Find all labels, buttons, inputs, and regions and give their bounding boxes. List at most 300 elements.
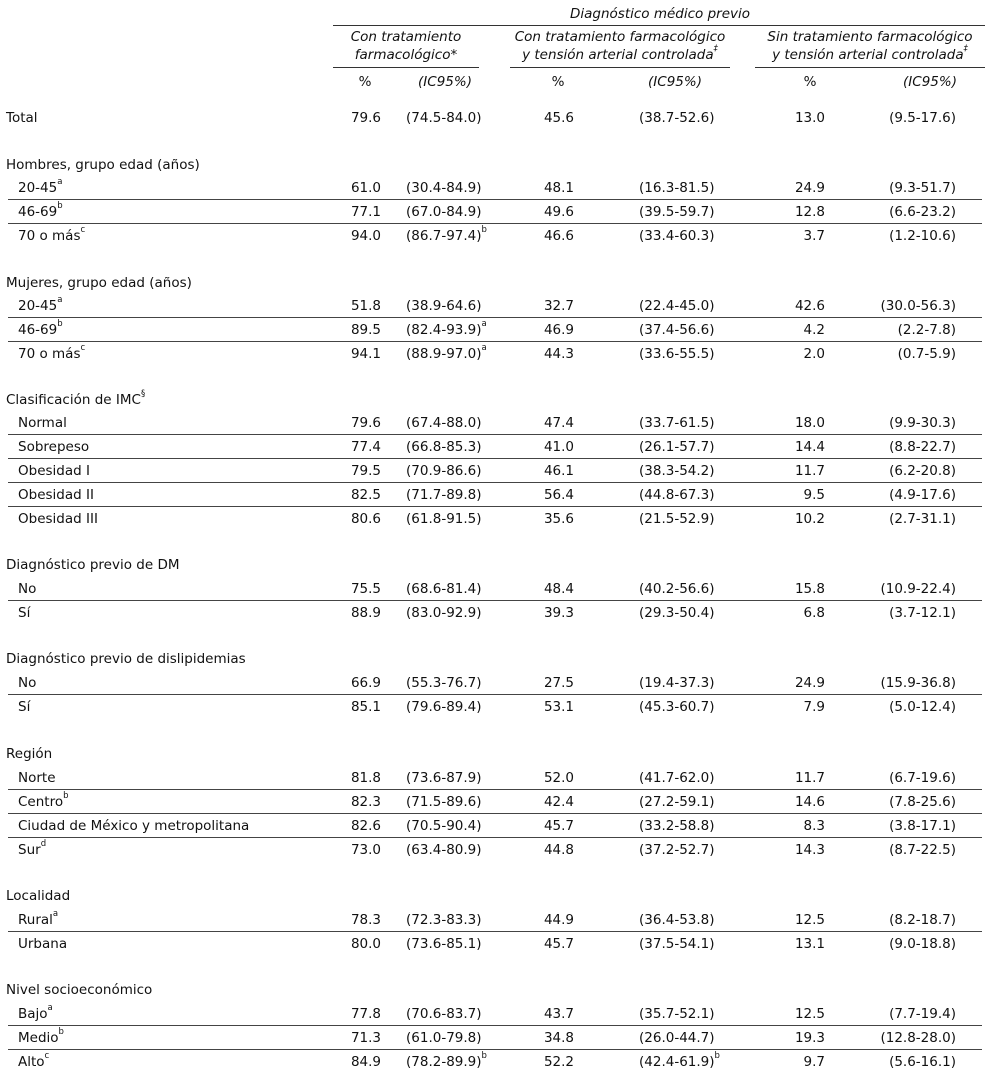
col3-ci <box>889 204 956 220</box>
col1-pct <box>351 699 381 715</box>
col1-ci <box>406 818 482 834</box>
col3-ci-text: (7.8-25.6) <box>889 794 956 810</box>
col2-pct-text: 42.4 <box>543 794 574 810</box>
col3-ci-text: (12.8-28.0) <box>880 1030 956 1046</box>
col3-ci <box>889 415 956 431</box>
col2-ci <box>639 511 715 527</box>
row-label-text: Obesidad III <box>18 511 98 527</box>
row-label-footnote: a <box>57 177 63 187</box>
col2-pct-text: 44.3 <box>543 346 574 362</box>
col2-pct <box>544 463 574 479</box>
col2-title-text: y tensión arterial controlada <box>522 47 714 63</box>
col3-mark: ‡ <box>963 44 968 54</box>
col1-rule <box>333 67 479 68</box>
col3-ci <box>889 1006 956 1022</box>
col3-ci-text: (9.3-51.7) <box>889 180 956 196</box>
col3-ci <box>889 912 956 928</box>
col1-pct-text: 79.6 <box>350 110 381 126</box>
col3-ci <box>880 675 956 691</box>
col2-ci-text: (33.6-55.5) <box>639 346 715 362</box>
row-label <box>18 1003 53 1022</box>
col2-ci <box>639 463 715 479</box>
col2-pct <box>544 770 574 786</box>
col1-ci <box>406 842 482 858</box>
col3-pct <box>795 180 825 196</box>
col3-ci-text: (8.8-22.7) <box>889 439 956 455</box>
col1-pct-text: 82.5 <box>350 487 381 503</box>
col3-pct <box>795 770 825 786</box>
col2-pct <box>544 818 574 834</box>
row-label <box>18 439 89 455</box>
row-label-text: Alto <box>18 1054 45 1070</box>
col3-pct <box>795 511 825 527</box>
col2-pct-text: 34.8 <box>543 1030 574 1046</box>
col2-ci-text: (36.4-53.8) <box>639 912 715 928</box>
row-label-footnote: b <box>57 201 63 211</box>
col3-pct-text: 4.2 <box>803 322 825 338</box>
col3-pct <box>795 463 825 479</box>
col2-pct <box>544 581 574 597</box>
row-label <box>18 791 69 810</box>
row-label-footnote: a <box>47 1003 53 1013</box>
col1-pct <box>351 322 381 338</box>
col2-pct-text: 47.4 <box>543 415 574 431</box>
col1-ci-text: (79.6-89.4) <box>406 699 482 715</box>
col2-ci-text: (37.2-52.7) <box>639 842 715 858</box>
col2-ci-footnote: b <box>714 1051 720 1061</box>
col2-pct <box>544 842 574 858</box>
col2-ci <box>639 675 715 691</box>
col2-ci-text: (38.3-54.2) <box>639 463 715 479</box>
row-divider <box>8 199 982 200</box>
row-label <box>18 909 59 928</box>
col1-ci <box>406 110 482 126</box>
col1-ci-text: (86.7-97.4) <box>406 228 482 244</box>
col3-title-line1: Sin tratamiento farmacológico <box>767 29 973 45</box>
col1-ci <box>406 912 482 928</box>
row-divider <box>8 223 982 224</box>
col2-ci <box>639 770 715 786</box>
col1-pct-text: 79.6 <box>350 415 381 431</box>
col3-ci-text: (3.8-17.1) <box>889 818 956 834</box>
col3-pct <box>795 415 825 431</box>
row-label <box>6 651 246 667</box>
col2-ci-text: (33.2-58.8) <box>639 818 715 834</box>
row-label-text: Normal <box>18 415 67 431</box>
col2-ci-text: (33.7-61.5) <box>639 415 715 431</box>
col1-pct <box>351 1030 381 1046</box>
col1-ci <box>406 1006 482 1022</box>
col3-pct <box>804 228 825 244</box>
col2-pct <box>544 912 574 928</box>
row-label-text: Localidad <box>6 888 71 904</box>
row-divider <box>8 837 982 838</box>
col2-pct-text: 52.0 <box>543 770 574 786</box>
col2-pct-text: 44.9 <box>543 912 574 928</box>
col2-pct <box>544 1030 574 1046</box>
col3-ci <box>880 1030 956 1046</box>
col2-rule <box>510 67 730 68</box>
col1-pct <box>351 228 381 244</box>
row-divider <box>8 341 982 342</box>
col1-pct-text: 71.3 <box>350 1030 381 1046</box>
row-label-text: Mujeres, grupo edad (años) <box>6 275 192 291</box>
col2-pct-text: 53.1 <box>543 699 574 715</box>
col1-ci-text: (70.6-83.7) <box>406 1006 482 1022</box>
col2-pct <box>544 439 574 455</box>
col2-pct <box>544 699 574 715</box>
row-label-footnote: c <box>44 1051 50 1061</box>
row-label <box>18 839 47 858</box>
col2-ci-text: (39.5-59.7) <box>639 204 715 220</box>
col3-pct-text: 12.8 <box>794 204 825 220</box>
row-label <box>18 487 94 503</box>
col3-ci-text: (2.7-31.1) <box>889 511 956 527</box>
col2-ci-text: (37.5-54.1) <box>639 936 715 952</box>
row-divider <box>8 482 982 483</box>
col3-pct <box>804 1054 825 1070</box>
row-label-text: Sur <box>18 842 41 858</box>
col2-pct-header: % <box>551 74 565 90</box>
row-label <box>6 557 179 573</box>
col3-ci-text: (6.2-20.8) <box>889 463 956 479</box>
col1-pct-text: 81.8 <box>350 770 381 786</box>
col2-pct-text: 45.7 <box>543 818 574 834</box>
col3-ci <box>880 298 956 314</box>
row-label <box>6 157 200 173</box>
col3-pct-text: 2.0 <box>803 346 825 362</box>
col1-ci <box>406 605 482 621</box>
row-label-text: Obesidad II <box>18 487 94 503</box>
row-label-text: Sí <box>18 699 31 715</box>
col1-pct <box>351 912 381 928</box>
col1-pct <box>351 581 381 597</box>
col1-pct <box>351 675 381 691</box>
col2-ci <box>639 110 715 126</box>
row-label <box>18 1027 64 1046</box>
col3-pct-text: 14.4 <box>794 439 825 455</box>
col3-ci <box>889 770 956 786</box>
col1-ci <box>406 699 482 715</box>
col3-ci-text: (0.7-5.9) <box>897 346 956 362</box>
col2-pct <box>544 936 574 952</box>
col3-pct <box>795 675 825 691</box>
col3-pct <box>795 298 825 314</box>
col1-ci-footnote: a <box>481 319 487 329</box>
col3-pct <box>795 794 825 810</box>
row-label-text: Diagnóstico previo de DM <box>6 557 180 573</box>
col2-ci <box>639 818 715 834</box>
col1-ci-footnote: b <box>481 225 487 235</box>
col3-pct-text: 11.7 <box>794 770 825 786</box>
col2-ci-text: (19.4-37.3) <box>639 675 715 691</box>
col2-pct-text: 46.1 <box>543 463 574 479</box>
col3-ci-text: (8.2-18.7) <box>889 912 956 928</box>
row-label-text: No <box>18 581 37 597</box>
col3-ci-text: (7.7-19.4) <box>889 1006 956 1022</box>
col1-title-line2 <box>333 47 479 63</box>
col3-pct <box>795 1030 825 1046</box>
col1-pct-text: 84.9 <box>350 1054 381 1070</box>
col3-pct-text: 24.9 <box>794 675 825 691</box>
row-label <box>6 746 52 762</box>
col3-ci-text: (9.5-17.6) <box>889 110 956 126</box>
row-label <box>18 295 63 314</box>
col2-ci <box>639 1051 720 1070</box>
row-label <box>18 201 63 220</box>
col1-pct <box>351 794 381 810</box>
col3-pct-text: 11.7 <box>794 463 825 479</box>
col2-ci <box>639 228 715 244</box>
col3-ci <box>889 110 956 126</box>
col1-ci <box>406 936 482 952</box>
col2-ci-text: (41.7-62.0) <box>639 770 715 786</box>
row-label-text: Obesidad I <box>18 463 90 479</box>
col3-pct-text: 10.2 <box>794 511 825 527</box>
col1-ci-text: (82.4-93.9) <box>406 322 482 338</box>
col1-pct <box>351 818 381 834</box>
col2-ci-header: (IC95%) <box>648 74 702 90</box>
col2-ci-text: (38.7-52.6) <box>639 110 715 126</box>
col1-ci <box>406 343 487 362</box>
col2-ci <box>639 794 715 810</box>
col2-title-line2 <box>510 44 730 63</box>
col3-pct-text: 15.8 <box>794 581 825 597</box>
col3-ci <box>889 511 956 527</box>
col2-ci-text: (29.3-50.4) <box>639 605 715 621</box>
row-label <box>18 319 63 338</box>
col2-mark: ‡ <box>713 44 718 54</box>
col3-ci <box>889 936 956 952</box>
col2-pct-text: 32.7 <box>543 298 574 314</box>
col2-pct-text: 56.4 <box>543 487 574 503</box>
row-label-text: Norte <box>18 770 56 786</box>
col2-pct <box>544 511 574 527</box>
row-label-text: Bajo <box>18 1006 48 1022</box>
col3-ci <box>889 605 956 621</box>
col1-pct-text: 82.3 <box>350 794 381 810</box>
row-label-footnote: a <box>52 909 59 919</box>
row-label <box>18 936 67 952</box>
col3-pct-text: 19.3 <box>794 1030 825 1046</box>
col2-pct-text: 43.7 <box>543 1006 574 1022</box>
col2-ci-text: (16.3-81.5) <box>639 180 715 196</box>
row-label-text: Medio <box>18 1030 59 1046</box>
col2-ci <box>639 487 715 503</box>
col1-pct <box>351 842 381 858</box>
row-label-text: Diagnóstico previo de dislipidemias <box>6 651 246 667</box>
row-label-footnote: c <box>80 225 86 235</box>
col3-pct-text: 14.3 <box>794 842 825 858</box>
col3-pct <box>804 818 825 834</box>
col2-pct <box>544 204 574 220</box>
col1-pct-text: 94.1 <box>350 346 381 362</box>
group-title: Diagnóstico médico previo <box>569 6 751 22</box>
col1-ci-header: (IC95%) <box>418 74 472 90</box>
col3-ci-text: (5.6-16.1) <box>889 1054 956 1070</box>
row-label-text: Nivel socioeconómico <box>6 982 153 998</box>
row-label-footnote: b <box>63 791 69 801</box>
col3-pct-header: % <box>803 74 817 90</box>
col3-pct <box>804 699 825 715</box>
row-label-text: Total <box>6 110 38 126</box>
col1-pct-text: 75.5 <box>350 581 381 597</box>
col3-pct <box>795 1006 825 1022</box>
col3-ci <box>889 180 956 196</box>
col1-ci <box>406 319 487 338</box>
col2-pct-text: 46.6 <box>543 228 574 244</box>
col2-ci <box>639 581 715 597</box>
row-divider <box>8 458 982 459</box>
col3-ci <box>889 842 956 858</box>
col2-pct-text: 52.2 <box>543 1054 574 1070</box>
col2-ci-text: (44.8-67.3) <box>639 487 715 503</box>
row-label <box>18 415 67 431</box>
col2-ci-text: (33.4-60.3) <box>639 228 715 244</box>
row-label <box>6 888 70 904</box>
row-label <box>18 463 90 479</box>
col1-title-line1: Con tratamiento <box>350 29 462 45</box>
col3-pct-text: 13.1 <box>794 936 825 952</box>
col3-pct <box>795 204 825 220</box>
col3-ci-text: (4.9-17.6) <box>889 487 956 503</box>
col1-mark: * <box>450 47 458 63</box>
col2-pct <box>544 1006 574 1022</box>
row-divider <box>8 1049 982 1050</box>
col3-ci-text: (6.7-19.6) <box>889 770 956 786</box>
col3-pct-text: 9.5 <box>803 487 825 503</box>
col2-ci-text: (42.4-61.9) <box>639 1054 715 1070</box>
col2-ci-text: (37.4-56.6) <box>639 322 715 338</box>
col2-ci <box>639 346 715 362</box>
col2-ci-text: (45.3-60.7) <box>639 699 715 715</box>
col1-ci <box>406 180 482 196</box>
col3-pct <box>804 322 825 338</box>
col1-ci <box>406 581 482 597</box>
col1-pct-text: 77.1 <box>350 204 381 220</box>
row-label-text: 20-45 <box>18 298 58 314</box>
row-divider <box>8 694 982 695</box>
col1-ci-text: (73.6-87.9) <box>406 770 482 786</box>
col2-ci-text: (26.1-57.7) <box>639 439 715 455</box>
col1-pct <box>351 1006 381 1022</box>
col2-ci <box>639 699 715 715</box>
col1-ci-text: (73.6-85.1) <box>406 936 482 952</box>
col1-pct-header: % <box>358 74 372 90</box>
col1-ci-text: (61.0-79.8) <box>406 1030 482 1046</box>
col3-ci <box>898 346 956 362</box>
col3-ci-text: (2.2-7.8) <box>897 322 956 338</box>
row-label <box>18 225 86 244</box>
col1-ci <box>406 770 482 786</box>
col3-title-text: y tensión arterial controlada <box>772 47 964 63</box>
col1-ci-text: (66.8-85.3) <box>406 439 482 455</box>
col2-pct-text: 45.6 <box>543 110 574 126</box>
col2-ci <box>639 936 715 952</box>
col1-pct <box>351 110 381 126</box>
col3-pct <box>804 605 825 621</box>
col3-rule <box>755 67 985 68</box>
col1-pct <box>351 770 381 786</box>
col3-pct-text: 24.9 <box>794 180 825 196</box>
col1-pct <box>351 180 381 196</box>
col2-ci-text: (27.2-59.1) <box>639 794 715 810</box>
col1-pct-text: 66.9 <box>350 675 381 691</box>
col1-pct <box>351 487 381 503</box>
col1-ci <box>406 1051 487 1070</box>
col2-ci <box>639 204 715 220</box>
row-divider <box>8 434 982 435</box>
row-divider <box>8 506 982 507</box>
col1-ci <box>406 794 482 810</box>
col1-ci <box>406 204 482 220</box>
col2-ci <box>639 415 715 431</box>
col2-pct <box>544 322 574 338</box>
row-label <box>6 389 146 408</box>
col3-ci <box>889 439 956 455</box>
col2-pct <box>544 487 574 503</box>
col3-pct <box>795 842 825 858</box>
col3-pct-text: 6.8 <box>803 605 825 621</box>
col1-ci <box>406 439 482 455</box>
col1-pct-text: 78.3 <box>350 912 381 928</box>
col1-pct-text: 80.0 <box>350 936 381 952</box>
col3-ci <box>889 1054 956 1070</box>
col1-pct <box>351 439 381 455</box>
row-label <box>18 511 98 527</box>
col1-ci-text: (88.9-97.0) <box>406 346 482 362</box>
col3-pct <box>795 110 825 126</box>
col1-ci-footnote: a <box>481 343 487 353</box>
col3-pct-text: 18.0 <box>794 415 825 431</box>
col1-pct <box>351 511 381 527</box>
col3-ci <box>889 228 956 244</box>
row-divider <box>8 789 982 790</box>
col1-pct-text: 89.5 <box>350 322 381 338</box>
col1-pct <box>351 936 381 952</box>
col1-ci-footnote: b <box>481 1051 487 1061</box>
row-label-footnote: d <box>40 839 47 849</box>
col1-ci-text: (68.6-81.4) <box>406 581 482 597</box>
col1-pct <box>351 1054 381 1070</box>
row-label <box>18 770 56 786</box>
row-label-text: Ciudad de México y metropolitana <box>18 818 250 834</box>
col1-ci <box>406 298 482 314</box>
col1-ci <box>406 511 482 527</box>
col2-pct-text: 48.4 <box>543 581 574 597</box>
col3-pct-text: 7.9 <box>803 699 825 715</box>
col2-ci <box>639 842 715 858</box>
row-label <box>18 699 30 715</box>
col3-ci-text: (10.9-22.4) <box>880 581 956 597</box>
col3-ci <box>889 699 956 715</box>
col3-pct <box>795 912 825 928</box>
row-label <box>6 275 192 291</box>
row-label-footnote: § <box>140 389 146 399</box>
col2-ci <box>639 439 715 455</box>
col3-ci <box>889 794 956 810</box>
row-label <box>18 818 249 834</box>
col1-ci-text: (63.4-80.9) <box>406 842 482 858</box>
row-label-text: 46-69 <box>18 322 58 338</box>
row-label-text: No <box>18 675 37 691</box>
col2-title-line1: Con tratamiento farmacológico <box>514 29 726 45</box>
col2-pct-text: 27.5 <box>543 675 574 691</box>
col2-ci <box>639 322 715 338</box>
col2-pct-text: 39.3 <box>543 605 574 621</box>
col3-pct-text: 14.6 <box>794 794 825 810</box>
col2-ci-text: (22.4-45.0) <box>639 298 715 314</box>
